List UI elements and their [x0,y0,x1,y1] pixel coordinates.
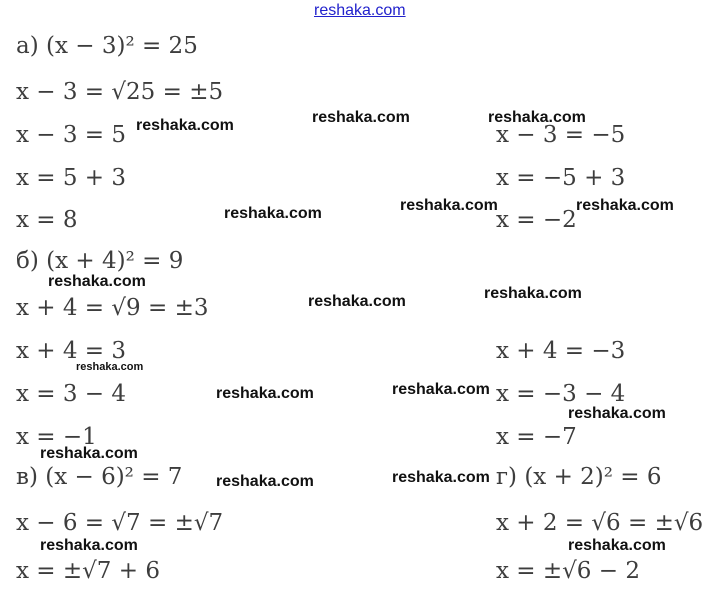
line-a-case1-step: x = 5 + 3 [16,165,127,191]
line-a-case1-result: x = 8 [16,207,78,233]
line-g-root: x + 2 = √6 = ±√6 [496,510,704,536]
watermark: reshaka.com [312,109,410,126]
watermark: reshaka.com [224,205,322,222]
line-a-case2-step: x = −5 + 3 [496,165,626,191]
line-b-case2-result: x = −7 [496,424,577,450]
line-g-result: x = ±√6 − 2 [496,558,640,584]
line-b-root: x + 4 = √9 = ±3 [16,295,209,321]
line-v-root: x − 6 = √7 = ±√7 [16,510,224,536]
line-a-case1: x − 3 = 5 [16,122,127,148]
watermark: reshaka.com [308,293,406,310]
watermark: reshaka.com [216,385,314,402]
watermark: reshaka.com [76,361,144,373]
line-b-case2-step: x = −3 − 4 [496,381,626,407]
watermark: reshaka.com [40,445,138,462]
line-a-root: x − 3 = √25 = ±5 [16,79,224,105]
watermark: reshaka.com [392,469,490,486]
line-b-case1-result: x = −1 [16,424,97,450]
watermark: reshaka.com [568,405,666,422]
watermark: reshaka.com [484,285,582,302]
line-b-case1: x + 4 = 3 [16,338,127,364]
line-b-equation: б) (x + 4)² = 9 [16,248,184,274]
line-v-result: x = ±√7 + 6 [16,558,160,584]
line-a-case2: x − 3 = −5 [496,122,626,148]
line-v-equation: в) (x − 6)² = 7 [16,464,183,490]
watermark: reshaka.com [576,197,674,214]
watermark: reshaka.com [216,473,314,490]
line-b-case1-step: x = 3 − 4 [16,381,127,407]
watermark: reshaka.com [400,197,498,214]
line-a-case2-result: x = −2 [496,207,577,233]
top-watermark-link[interactable]: reshaka.com [314,2,406,19]
watermark: reshaka.com [48,273,146,290]
watermark: reshaka.com [392,381,490,398]
line-g-equation: г) (x + 2)² = 6 [496,464,662,490]
watermark: reshaka.com [136,117,234,134]
line-a-equation: а) (x − 3)² = 25 [16,33,198,59]
line-b-case2: x + 4 = −3 [496,338,626,364]
watermark: reshaka.com [488,109,586,126]
watermark: reshaka.com [568,537,666,554]
watermark: reshaka.com [40,537,138,554]
